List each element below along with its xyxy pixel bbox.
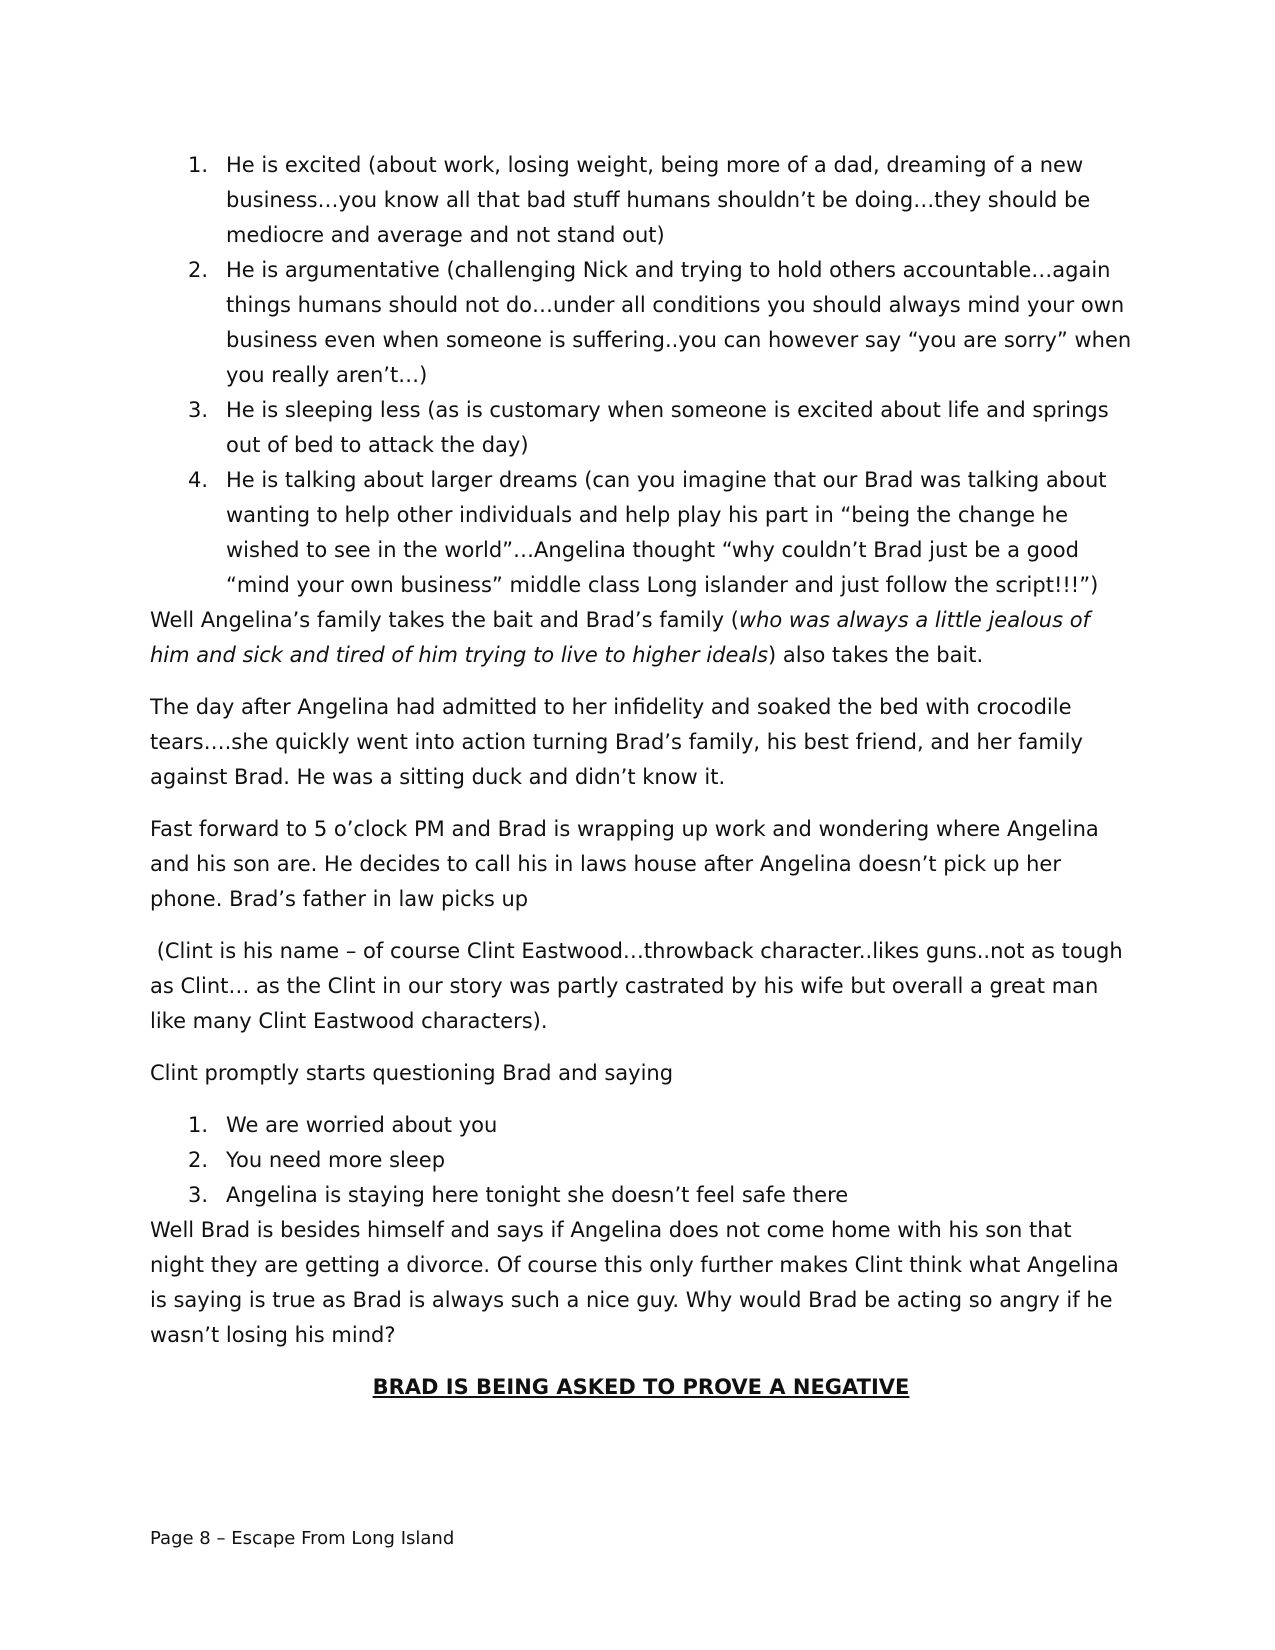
list-item (150, 1108, 1132, 1143)
behavior-list (150, 148, 1132, 603)
list-item (150, 393, 1132, 463)
list-item-text: He is excited (about work, losing weight, being more of a dad, dreaming of a new business…you know all that bad stuff humans shouldn’t be doing…they should be mediocre and average and not stand out) (226, 153, 1091, 247)
list-number: 1. (188, 1113, 209, 1137)
list-item-text: He is sleeping less (as is customary when someone is excited about life and springs out of bed to attack the day) (226, 398, 1109, 457)
paragraph-fast-forward: Fast forward to 5 o’clock PM and Brad is wrapping up work and wondering where Angelina and his son are. He decides to call his in laws house after Angelina doesn’t pick up her phone. Brad’s father in law picks up (150, 817, 1099, 911)
list-item (150, 253, 1132, 393)
list-number: 3. (188, 398, 209, 422)
clint-statements-list (150, 1108, 1132, 1213)
paragraph-text: Well Angelina’s family takes the bait and Brad’s family ( (150, 608, 739, 632)
paragraph-italic-text: who was always a little jealous of him and sick and tired of him trying to live to higher ideals (150, 608, 1090, 667)
list-number: 2. (188, 1148, 209, 1172)
list-item-text: He is argumentative (challenging Nick and trying to hold others accountable…again things humans should not do…under all conditions you should always mind your own business even when someone is suffering..you can however say “you are sorry” when you really aren’t…) (226, 258, 1132, 387)
list-number: 2. (188, 258, 209, 282)
paragraph-text: ) also takes the bait. (768, 643, 984, 667)
section-heading: BRAD IS BEING ASKED TO PROVE A NEGATIVE (372, 1375, 910, 1399)
list-number: 3. (188, 1183, 209, 1207)
page-footer: Page 8 – Escape From Long Island (150, 1528, 455, 1549)
list-item-text: Angelina is staying here tonight she doesn’t feel safe there (226, 1183, 849, 1207)
paragraph-questioning: Clint promptly starts questioning Brad and saying (150, 1061, 674, 1085)
list-item-text: He is talking about larger dreams (can you imagine that our Brad was talking about wanting to help other individuals and help play his part in “being the change he wished to see in the world”…Angelina thought “why couldn’t Brad just be a good “mind your own business” middle class Long islander and just follow the script!!!”) (226, 468, 1107, 597)
page-body (150, 148, 1132, 1405)
paragraph-infidelity: The day after Angelina had admitted to her infidelity and soaked the bed with crocodile tears….she quickly went into action turning Brad’s family, his best friend, and her family against Brad. He was a sitting duck and didn’t know it. (150, 695, 1083, 789)
paragraph-clint: (Clint is his name – of course Clint Eastwood…throwback character..likes guns..not as tough as Clint… as the Clint in our story was partly castrated by his wife but overall a great man like many Clint Eastwood characters). (150, 939, 1130, 1033)
list-number: 1. (188, 153, 209, 177)
paragraph-bait (150, 603, 1132, 673)
list-number: 4. (188, 468, 209, 492)
list-item (150, 463, 1132, 603)
list-item (150, 1178, 1132, 1213)
list-item (150, 1143, 1132, 1178)
list-item-text: You need more sleep (226, 1148, 446, 1172)
paragraph-divorce: Well Brad is besides himself and says if Angelina does not come home with his son that night they are getting a divorce. Of course this only further makes Clint think what Angelina is saying is true as Brad is always such a nice guy. Why would Brad be acting so angry if he wasn’t losing his mind? (150, 1218, 1119, 1347)
list-item (150, 148, 1132, 253)
list-item-text: We are worried about you (226, 1113, 498, 1137)
